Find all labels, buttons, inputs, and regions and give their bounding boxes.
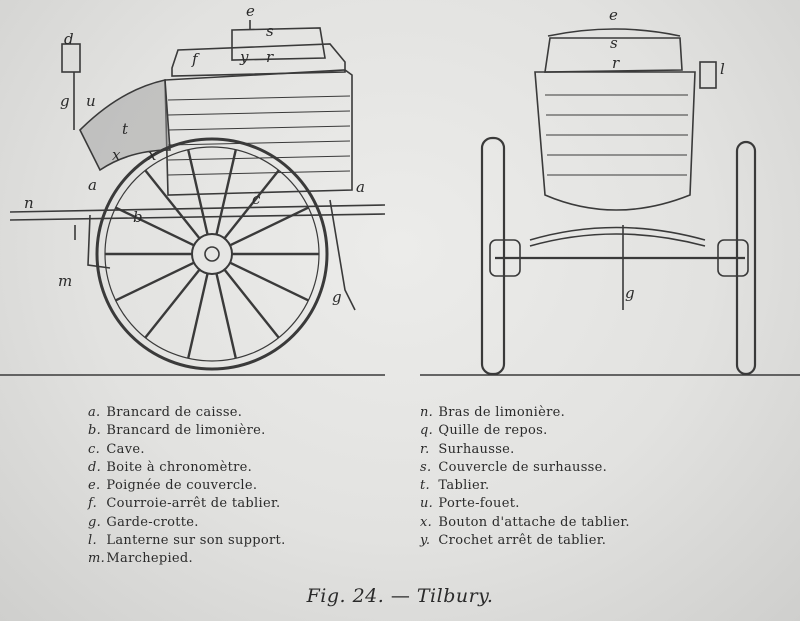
- wheel-spoke: [188, 150, 207, 235]
- legend-key: n.: [420, 405, 434, 420]
- legend-text: Couvercle de surhausse.: [434, 459, 608, 475]
- side-view-label: r: [266, 48, 274, 66]
- legend-item: [420, 514, 630, 532]
- side-view-label: d: [64, 30, 74, 48]
- legend-key: u.: [420, 496, 434, 512]
- side-view: [10, 20, 385, 369]
- side-view-label: a: [88, 176, 97, 194]
- legend-left-column: [88, 404, 286, 569]
- wheel-spoke: [216, 273, 235, 358]
- side-view-label: c: [252, 190, 261, 208]
- side-view-label: g: [60, 92, 70, 110]
- wheel-spoke: [230, 208, 308, 246]
- legend-item: [420, 404, 630, 422]
- legend-key: c.: [88, 441, 101, 457]
- wheel-spoke: [145, 170, 199, 238]
- legend-text: Crochet arrêt de tablier.: [434, 533, 607, 549]
- legend-item: [420, 422, 630, 440]
- legend-text: Boite à chronomètre.: [102, 459, 253, 475]
- legend-key: t.: [420, 478, 430, 494]
- legend-key: r.: [420, 441, 430, 457]
- side-view-label: u: [86, 92, 96, 110]
- legend-item: [88, 459, 286, 477]
- legend-item: [420, 441, 630, 459]
- front-lantern: [700, 62, 716, 88]
- front-wheel-left: [482, 138, 504, 374]
- side-view-label: b: [133, 208, 143, 226]
- wheel-spoke: [224, 270, 278, 338]
- legend-item: [88, 441, 286, 459]
- wheel-spoke: [216, 150, 235, 235]
- legend-text: Bras de limonière.: [434, 405, 566, 420]
- side-shaft-lower: [10, 214, 385, 220]
- legend-text: Tablier.: [434, 478, 490, 494]
- wheel-spoke: [116, 263, 194, 301]
- front-view-label: l: [720, 60, 725, 78]
- front-body: [535, 72, 695, 210]
- legend-item: [420, 477, 630, 495]
- legend-text: Quille de repos.: [434, 423, 548, 439]
- legend-text: Porte-fouet.: [434, 496, 520, 512]
- legend-key: m.: [88, 551, 106, 567]
- legend-key: l.: [88, 533, 97, 549]
- legend-key: e.: [88, 478, 101, 494]
- legend-item: [88, 532, 286, 550]
- legend-text: Poignée de couvercle.: [102, 478, 258, 494]
- side-view-label: e: [246, 2, 255, 20]
- legend-right-column: [420, 404, 630, 550]
- legend-item: [420, 532, 630, 550]
- side-wheel-axle: [205, 247, 219, 261]
- legend-text: Brancard de caisse.: [102, 405, 243, 420]
- legend-key: d.: [88, 459, 102, 475]
- caption-dash: —: [390, 585, 411, 607]
- legend-item: [88, 422, 286, 440]
- side-view-label: f: [192, 50, 198, 68]
- legend-key: f.: [88, 496, 98, 512]
- legend-key: b.: [88, 423, 102, 439]
- side-body-planks: [168, 96, 350, 175]
- side-wheel-spokes: [105, 150, 319, 359]
- legend-item: [88, 477, 286, 495]
- side-view-label: y: [240, 48, 249, 66]
- front-view-label: e: [609, 6, 618, 24]
- figure-caption: [0, 585, 800, 607]
- front-view: [482, 29, 755, 374]
- legend-text: Cave.: [102, 441, 145, 457]
- legend-text: Garde-crotte.: [102, 514, 199, 530]
- side-view-label: x: [148, 146, 157, 164]
- front-body-planks: [545, 95, 688, 175]
- legend-text: Courroie-arrêt de tablier.: [102, 496, 281, 512]
- legend-item: [420, 495, 630, 513]
- legend-text: Marchepied.: [102, 551, 193, 567]
- wheel-spoke: [188, 273, 207, 358]
- legend-key: g.: [88, 514, 102, 530]
- front-view-label: r: [612, 54, 620, 72]
- side-wheel-hub: [192, 234, 232, 274]
- legend-item: [88, 404, 286, 422]
- caption-title: Tilbury.: [416, 585, 494, 607]
- legend-key: a.: [88, 405, 101, 420]
- legend-key: s.: [420, 459, 432, 475]
- legend-item: [88, 495, 286, 513]
- side-view-label: n: [24, 194, 34, 212]
- side-view-label: m: [58, 272, 73, 290]
- caption-figure-number: Fig. 24.: [306, 585, 385, 607]
- front-view-label: s: [610, 34, 618, 52]
- legend-text: Surhausse.: [434, 441, 515, 457]
- legend-key: x.: [420, 514, 433, 530]
- wheel-spoke: [145, 270, 199, 338]
- legend-item: [88, 550, 286, 568]
- legend-key: q.: [420, 423, 434, 439]
- side-view-label: a: [356, 178, 365, 196]
- legend-text: Lanterne sur son support.: [102, 533, 286, 549]
- wheel-spoke: [230, 263, 308, 301]
- side-shaft-upper: [10, 205, 385, 212]
- legend-key: y.: [420, 533, 431, 549]
- side-view-label: t: [122, 120, 129, 138]
- front-spring-lower: [530, 234, 705, 246]
- side-view-label: x: [112, 146, 121, 164]
- wheel-spoke: [116, 208, 194, 246]
- side-view-label: g: [332, 288, 342, 306]
- legend-text: Bouton d'attache de tablier.: [434, 514, 630, 530]
- front-view-label: g: [625, 284, 635, 302]
- legend-item: [88, 514, 286, 532]
- side-chronometer-box: [62, 44, 80, 72]
- side-view-label: s: [266, 22, 274, 40]
- legend-text: Brancard de limonière.: [102, 423, 266, 439]
- legend-item: [420, 459, 630, 477]
